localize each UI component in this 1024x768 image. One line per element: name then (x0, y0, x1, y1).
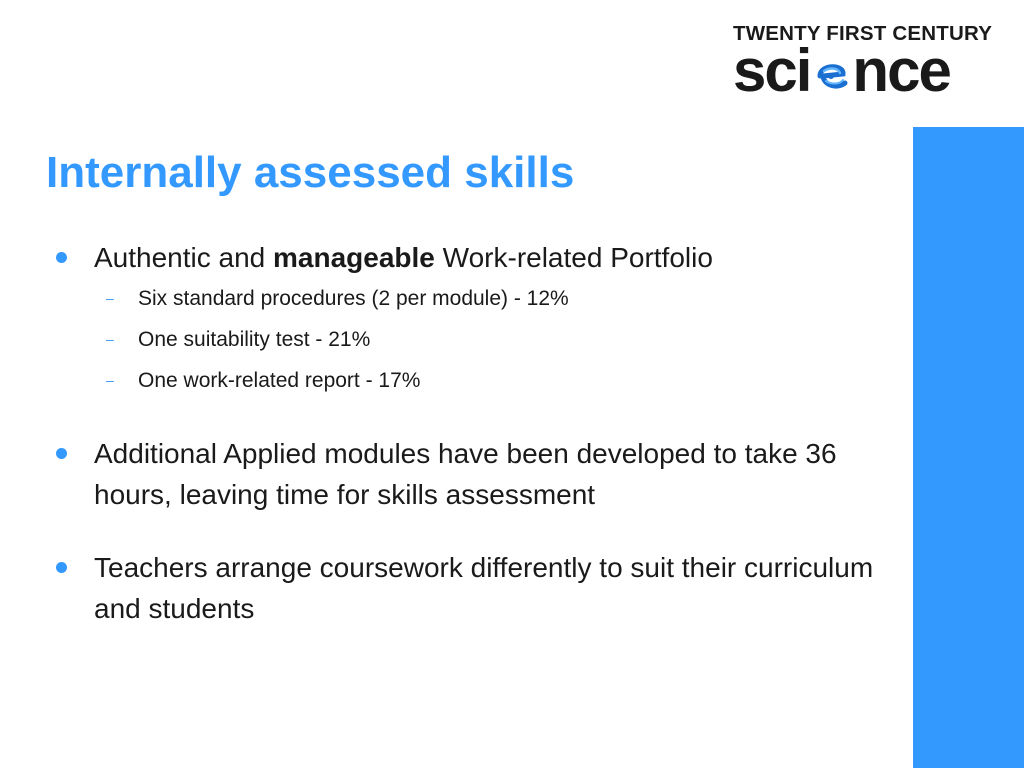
bullet-item (56, 433, 906, 515)
bullet-text: Authentic and (94, 242, 274, 273)
logo-wordmark (733, 37, 995, 104)
galaxy-e-icon (810, 40, 852, 102)
dash-icon: – (106, 372, 114, 388)
bullet-text: Additional Applied modules have been developed to take 36 hours, leaving time for skills assessment (94, 438, 837, 510)
sub-bullet-text: One work-related report - 17% (138, 369, 421, 392)
bullet-text: Teachers arrange coursework differently to suit their curriculum and students (94, 552, 874, 624)
logo-top-text: TWENTY FIRST CENTURY (733, 22, 993, 45)
sub-bullet-text: One suitability test - 21% (138, 328, 371, 351)
logo-word-right: nce (852, 37, 950, 104)
bullet-dot-icon (56, 562, 67, 573)
bullet-bold-text: manageable (273, 242, 435, 273)
sub-bullet-item (56, 360, 906, 401)
slide-body (56, 237, 906, 629)
bullet-dot-icon (56, 252, 67, 263)
bullet-item (56, 547, 906, 629)
slide-title: Internally assessed skills (46, 148, 575, 197)
sub-bullet-item (56, 319, 906, 360)
bullet-text: Work-related Portfolio (434, 242, 713, 273)
logo-word-left: sci (733, 37, 811, 104)
sub-bullet-text: Six standard procedures (2 per module) - 12% (138, 287, 569, 310)
dash-icon: – (106, 290, 114, 306)
sub-bullet-item (56, 278, 906, 319)
bullet-item (56, 237, 906, 278)
side-accent-bar (913, 127, 1024, 768)
twenty-first-century-science-logo (733, 22, 995, 102)
bullet-dot-icon (56, 448, 67, 459)
dash-icon: – (106, 331, 114, 347)
